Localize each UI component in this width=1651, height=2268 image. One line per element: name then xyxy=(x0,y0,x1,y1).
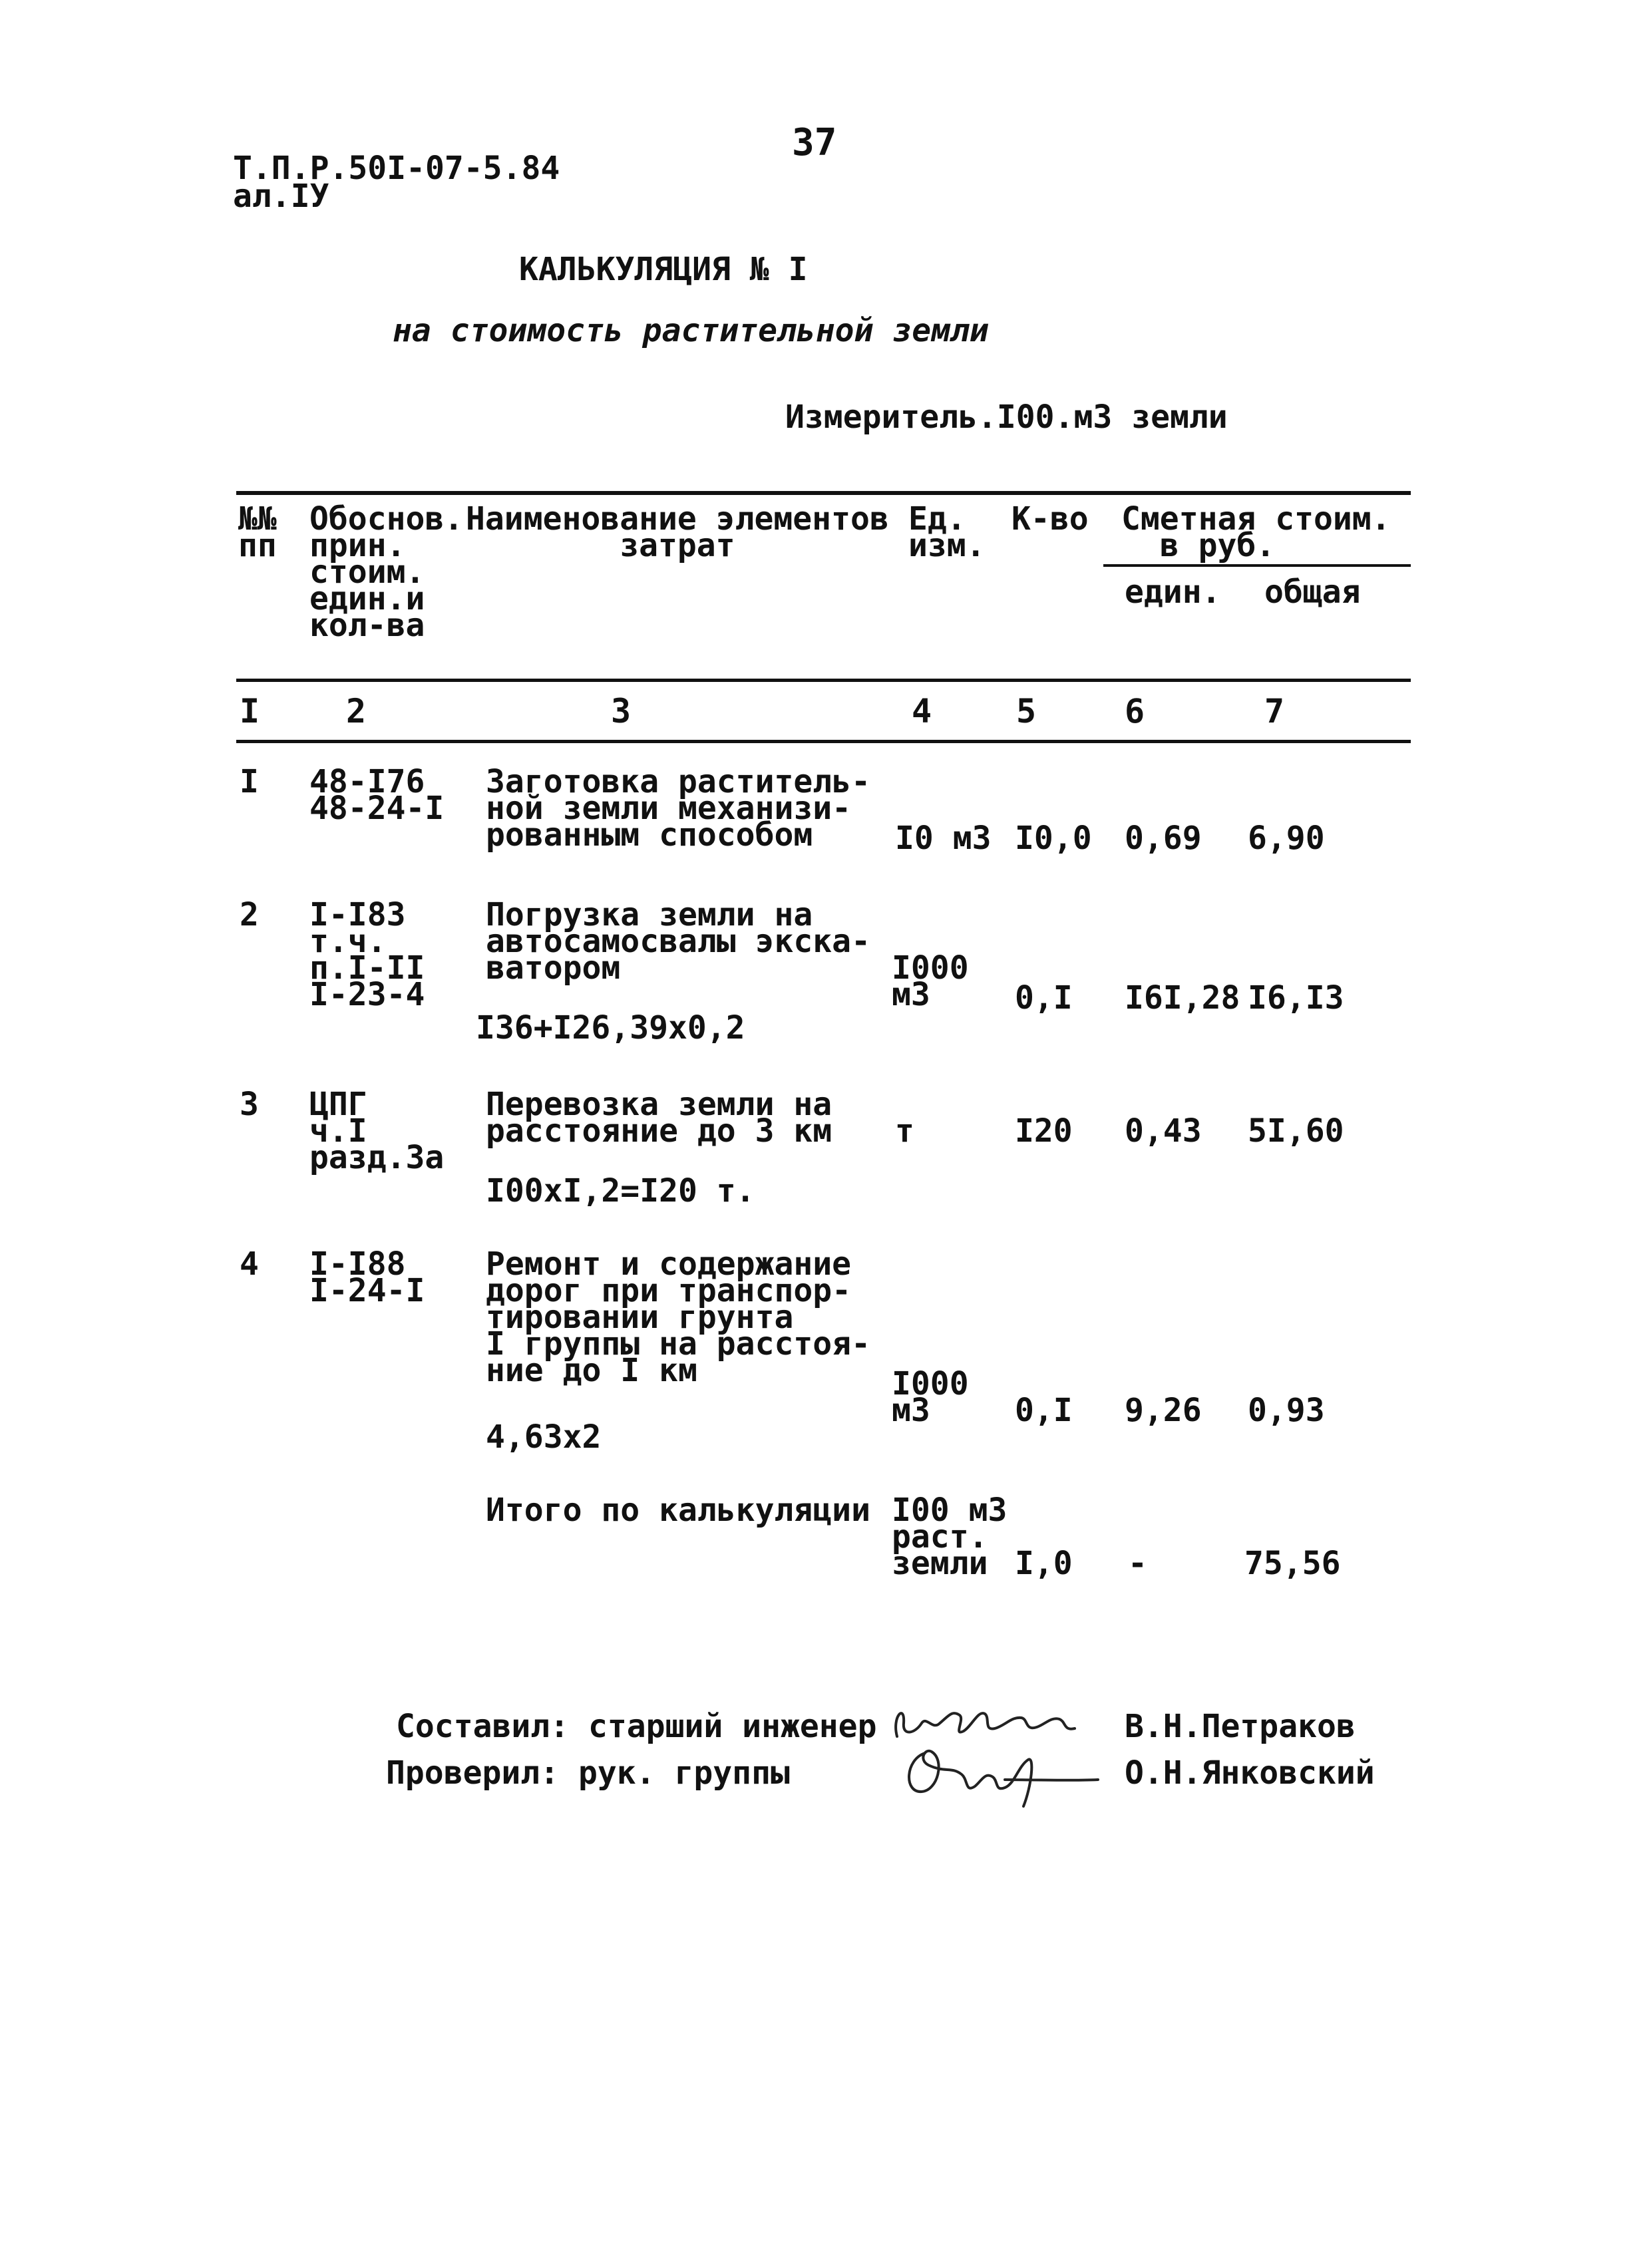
signature-yankovsky-icon xyxy=(898,1733,1118,1813)
column-number-5: 5 xyxy=(1016,692,1037,730)
column-number-7: 7 xyxy=(1264,692,1285,730)
checked-by-label: Проверил: рук. группы xyxy=(386,1754,790,1792)
row4-unit: I000 м3 xyxy=(892,1365,969,1429)
album-label: ал.IУ xyxy=(233,178,329,215)
row3-name: Перевозка земли на расстояние до 3 км xyxy=(486,1086,832,1150)
row1-number: I xyxy=(240,763,259,800)
row2-price: I6I,28 xyxy=(1125,979,1240,1017)
row4-name: Ремонт и содержание дорог при транспор- тировании грунта I группы на расстоя- ние до I км xyxy=(486,1245,870,1389)
column-number-1: I xyxy=(240,692,260,730)
table-top-rule xyxy=(236,491,1411,495)
row3-basis: ЦПГ ч.I разд.3а xyxy=(309,1086,445,1176)
row1-name: Заготовка раститель- ной земли механизи- рованным способом xyxy=(486,763,870,854)
header-col-unit-price: един. xyxy=(1125,573,1221,611)
total-unit: I00 м3 раст. земли xyxy=(892,1492,1008,1582)
header-col-cost: Сметная стоим. в руб. xyxy=(1121,500,1391,564)
header-col-unit: Ед. изм. xyxy=(908,500,986,564)
header-col-number: №№ пп xyxy=(238,500,277,564)
row4-calc: 4,63х2 xyxy=(486,1418,602,1456)
column-number-6: 6 xyxy=(1125,692,1145,730)
column-number-4: 4 xyxy=(912,692,932,730)
document-code: Т.П.Р.50I-07-5.84 xyxy=(233,150,560,187)
row3-total: 5I,60 xyxy=(1248,1112,1344,1150)
header-sub-rule xyxy=(1103,564,1411,567)
row4-basis: I-I88 I-24-I xyxy=(309,1245,425,1309)
checked-by-name: О.Н.Янковский xyxy=(1125,1754,1375,1792)
row2-qty: 0,I xyxy=(1015,979,1073,1017)
row1-qty: I0,0 xyxy=(1015,820,1092,857)
compiled-by-label: Составил: старший инженер xyxy=(396,1708,877,1745)
header-col-name: Наименование элементов затрат xyxy=(466,500,889,564)
row1-basis: 48-I76 48-24-I xyxy=(309,763,445,827)
row4-qty: 0,I xyxy=(1015,1392,1073,1429)
row2-total: I6,I3 xyxy=(1248,979,1344,1017)
row2-unit: I000 м3 xyxy=(892,949,969,1013)
row4-price: 9,26 xyxy=(1125,1392,1202,1429)
calculation-title: КАЛЬКУЛЯЦИЯ № I xyxy=(519,251,808,288)
row2-number: 2 xyxy=(240,896,259,933)
header-bottom-rule xyxy=(236,679,1411,682)
total-qty: I,0 xyxy=(1015,1545,1073,1582)
row3-price: 0,43 xyxy=(1125,1112,1202,1150)
compiled-by-name: В.Н.Петраков xyxy=(1125,1708,1356,1745)
page-number: 37 xyxy=(792,121,837,164)
row1-price: 0,69 xyxy=(1125,820,1202,857)
row4-total: 0,93 xyxy=(1248,1392,1325,1429)
total-label: Итого по калькуляции xyxy=(486,1492,870,1529)
header-col-basis: Обоснов. прин. стоим. един.и кол-ва xyxy=(309,500,464,644)
total-sum: 75,56 xyxy=(1244,1545,1341,1582)
header-col-qty: К-во xyxy=(1011,500,1089,538)
row3-unit: т xyxy=(895,1112,914,1150)
measure-unit: Измеритель.I00.м3 земли xyxy=(785,399,1228,436)
row2-calc: I36+I26,39х0,2 xyxy=(476,1009,745,1047)
column-number-3: 3 xyxy=(611,692,632,730)
row3-calc: I00хI,2=I20 т. xyxy=(486,1172,755,1210)
row1-unit: I0 м3 xyxy=(895,820,992,857)
column-numbers-rule xyxy=(236,740,1411,743)
row4-number: 4 xyxy=(240,1245,259,1283)
row3-qty: I20 xyxy=(1015,1112,1073,1150)
row2-basis: I-I83 т.ч. п.I-II I-23-4 xyxy=(309,896,425,1013)
row2-name: Погрузка земли на автосамосвалы экска- ватором xyxy=(486,896,870,987)
calculation-subtitle: на стоимость растительной земли xyxy=(393,312,989,349)
total-price: - xyxy=(1128,1545,1147,1582)
row3-number: 3 xyxy=(240,1086,259,1123)
header-col-total: общая xyxy=(1264,573,1361,611)
column-number-2: 2 xyxy=(346,692,367,730)
row1-total: 6,90 xyxy=(1248,820,1325,857)
